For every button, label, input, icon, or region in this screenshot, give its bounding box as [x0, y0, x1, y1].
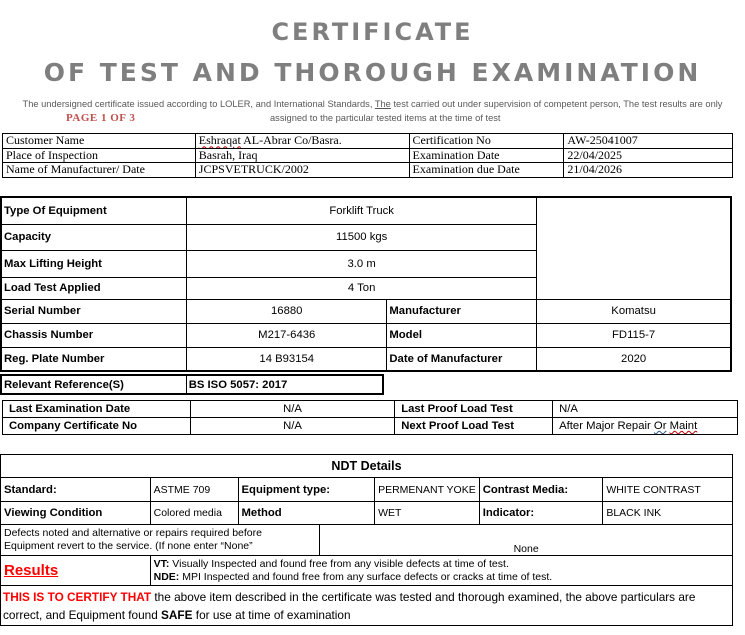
max-lifting-height-label: Max Lifting Height — [1, 250, 187, 277]
header-info-table — [2, 133, 733, 178]
intro-statement — [0, 99, 745, 109]
page-number-label: PAGE 1 OF 3 — [66, 112, 136, 124]
next-proof-text-d: Maint — [669, 420, 698, 432]
examination-due-date-label: Examination due Date — [409, 163, 564, 178]
viewing-condition-value: Colored media — [150, 502, 238, 525]
standard-label: Standard: — [1, 478, 151, 502]
last-examination-date-value: N/A — [190, 401, 394, 418]
manufacturer-label: Manufacturer — [387, 299, 537, 323]
defects-noted-line1: Defects noted and alternative or repairs required before — [4, 527, 262, 539]
customer-name-value — [195, 134, 409, 149]
serial-number-label: Serial Number — [1, 299, 187, 323]
intro-text-c: test carried out under supervision of competent person, The test results are only — [390, 99, 723, 109]
certification-statement — [1, 586, 733, 626]
results-details — [150, 556, 732, 586]
last-proof-load-test-label: Last Proof Load Test — [395, 401, 553, 418]
certify-lead: THIS IS TO CERTIFY THAT — [3, 589, 152, 604]
reg-plate-number-value: 14 B93154 — [187, 347, 387, 371]
certification-no-value: AW-25041007 — [564, 134, 733, 149]
capacity-value: 11500 kgs — [187, 224, 537, 250]
examination-date-value: 22/04/2025 — [564, 148, 733, 163]
next-proof-load-test-value — [553, 418, 738, 435]
model-value: FD115-7 — [537, 323, 731, 347]
intro-text-b: The — [374, 99, 391, 109]
date-of-manufacturer-value: 2020 — [537, 347, 731, 371]
certificate-subtitle: OF TEST AND THOROUGH EXAMINATION — [43, 58, 702, 87]
certify-text-b: for use at time of examination — [192, 607, 351, 622]
viewing-condition-label: Viewing Condition — [1, 502, 151, 525]
equipment-type-value: PERMENANT YOKE — [375, 478, 480, 502]
customer-name-label: Customer Name — [3, 134, 196, 149]
load-test-applied-label: Load Test Applied — [1, 277, 187, 299]
nde-text: MPI Inspected and found free from any surface defects or cracks at time of test. — [179, 570, 553, 583]
company-certificate-no-label: Company Certificate No — [3, 418, 191, 435]
chassis-number-label: Chassis Number — [1, 323, 187, 347]
chassis-number-value: M217-6436 — [187, 323, 387, 347]
model-label: Model — [387, 323, 537, 347]
certification-no-label: Certification No — [409, 134, 564, 149]
relevant-reference-label: Relevant Reference(S) — [1, 375, 186, 394]
photo-area — [537, 197, 731, 299]
intro-text-d: assigned to the particular tested items at the time of test — [270, 113, 501, 123]
ndt-details-heading: NDT Details — [1, 455, 733, 478]
indicator-label: Indicator: — [479, 502, 603, 525]
vt-text: Visually Inspected and found free from any visible defects at time of test. — [169, 557, 509, 570]
examination-date-label: Examination Date — [409, 148, 564, 163]
reg-plate-number-label: Reg. Plate Number — [1, 347, 187, 371]
type-of-equipment-label: Type Of Equipment — [1, 197, 187, 224]
serial-number-value: 16880 — [187, 299, 387, 323]
equipment-type-label: Equipment type: — [238, 478, 375, 502]
customer-name-value-a: Eshraqat — [198, 133, 241, 148]
nde-label: NDE: — [153, 570, 180, 583]
manufacturer-name-label: Name of Manufacturer/ Date — [3, 163, 196, 178]
last-examination-date-label: Last Examination Date — [3, 401, 191, 418]
certify-safe: SAFE — [161, 607, 193, 622]
place-of-inspection-value: Basrah, Iraq — [195, 148, 409, 163]
next-proof-load-test-label: Next Proof Load Test — [395, 418, 553, 435]
indicator-value: BLACK INK — [603, 502, 733, 525]
defects-noted-line2: Equipment revert to the service. (If none enter “None” — [4, 540, 253, 552]
examination-due-date-value: 21/04/2026 — [564, 163, 733, 178]
equipment-table — [0, 196, 732, 372]
certify-text-a: the above item described in the certificate was tested and thorough examined, the above particulars are correct, and Equipment found — [3, 589, 696, 622]
standard-value: ASTME 709 — [150, 478, 238, 502]
manufacturer-value: Komatsu — [537, 299, 731, 323]
manufacturer-name-value: JCPSVETRUCK/2002 — [195, 163, 409, 178]
ndt-details-table — [0, 454, 733, 626]
next-proof-text-a: After Major Repair — [559, 420, 654, 432]
company-certificate-no-value: N/A — [190, 418, 394, 435]
results-label: Results — [1, 556, 151, 586]
vt-label: VT: — [153, 557, 170, 570]
last-proof-load-test-value: N/A — [553, 401, 738, 418]
relevant-reference-value: BS ISO 5057: 2017 — [186, 375, 383, 394]
next-proof-text-b: Or — [653, 420, 667, 432]
capacity-label: Capacity — [1, 224, 187, 250]
defects-noted-label — [1, 525, 320, 556]
date-of-manufacturer-label: Date of Manufacturer — [387, 347, 537, 371]
type-of-equipment-value: Forklift Truck — [187, 197, 537, 224]
relevant-reference-table — [0, 374, 384, 395]
contrast-media-value: WHITE CONTRAST — [603, 478, 733, 502]
customer-name-value-b: AL-Abrar Co/Basra. — [240, 133, 342, 148]
place-of-inspection-label: Place of Inspection — [3, 148, 196, 163]
max-lifting-height-value: 3.0 m — [187, 250, 537, 277]
method-value: WET — [375, 502, 480, 525]
method-label: Method — [238, 502, 375, 525]
examination-history-table — [2, 400, 738, 435]
defects-noted-value: None — [320, 525, 733, 556]
contrast-media-label: Contrast Media: — [479, 478, 603, 502]
intro-text-a: The undersigned certificate issued according to LOLER, and International Standards, — [22, 99, 375, 109]
load-test-applied-value: 4 Ton — [187, 277, 537, 299]
certificate-title: CERTIFICATE — [271, 18, 474, 46]
